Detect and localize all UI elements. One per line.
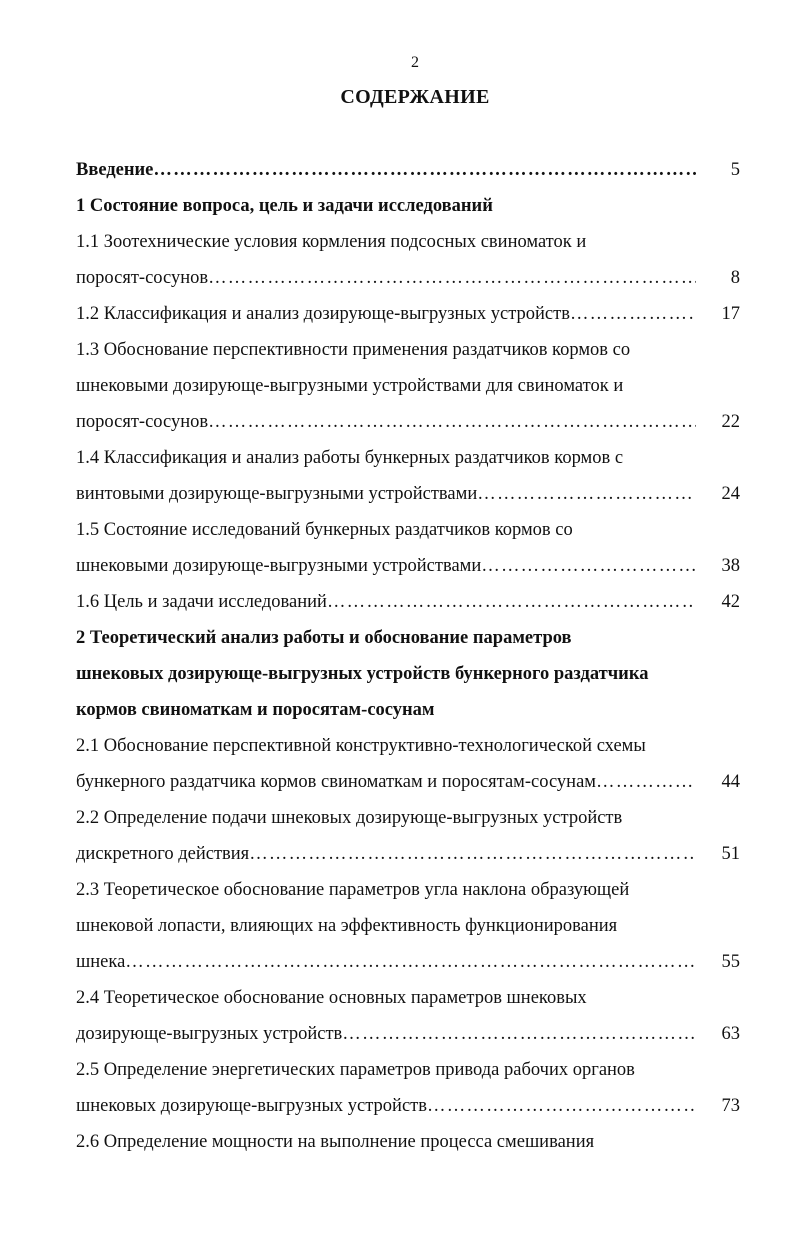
toc-entry-with-leader (76, 836, 696, 872)
toc-entry-text: 1.3 Обоснование перспективности применения раздатчиков кормов со (76, 340, 631, 360)
toc-entry-text: 2.1 Обоснование перспективной конструктивно-технологической схемы (76, 736, 646, 756)
toc-line (76, 224, 746, 260)
toc-line (76, 728, 746, 764)
toc-line (76, 800, 746, 836)
dot-leader (570, 296, 696, 332)
toc-page-number: 44 (721, 772, 740, 792)
dot-leader (427, 1088, 696, 1124)
toc-entry-text: Введение (76, 160, 154, 180)
toc-entry-with-leader (76, 764, 696, 800)
toc-line (76, 692, 746, 728)
dot-leader (125, 944, 696, 980)
toc-entry-text: 1.5 Состояние исследований бункерных раздатчиков кормов со (76, 520, 573, 540)
toc-entry-text: поросят-сосунов (76, 268, 209, 288)
toc-line (76, 908, 746, 944)
page-number: 2 (411, 54, 419, 71)
toc-entry-text: 2 Теоретический анализ работы и обоснование параметров (76, 628, 572, 648)
toc-line (76, 368, 746, 404)
toc-entry-with-leader (76, 476, 696, 512)
toc-entry-with-leader (76, 1088, 696, 1124)
toc-page-number: 8 (730, 268, 740, 288)
toc-entry-text: 2.6 Определение мощности на выполнение процесса смешивания (76, 1132, 595, 1152)
toc-line (76, 764, 746, 800)
toc-page-number: 63 (721, 1024, 740, 1044)
toc-line (76, 584, 746, 620)
toc-entry-text: шнековой лопасти, влияющих на эффективность функционирования (76, 916, 618, 936)
toc-line (76, 512, 746, 548)
toc-entry-text: 2.4 Теоретическое обоснование основных параметров шнековых (76, 988, 587, 1008)
table-of-contents (76, 152, 746, 1160)
toc-page-number: 22 (721, 412, 740, 432)
toc-line (76, 188, 746, 224)
toc-entry-text: 1.6 Цель и задачи исследований (76, 592, 327, 612)
toc-entry-text: 1.4 Классификация и анализ работы бункерных раздатчиков кормов с (76, 448, 624, 468)
toc-entry-with-leader (76, 296, 696, 332)
toc-line (76, 1052, 746, 1088)
toc-page-number: 38 (721, 556, 740, 576)
toc-entry-text: шнековых дозирующе-выгрузных устройств (76, 1096, 427, 1116)
dot-leader (153, 152, 696, 188)
toc-entry-text: шнека (76, 952, 126, 972)
toc-entry-text: бункерного раздатчика кормов свиноматкам и поросятам-сосунам (76, 772, 596, 792)
toc-line (76, 944, 746, 980)
toc-entry-with-leader (76, 548, 696, 584)
toc-entry-with-leader (76, 152, 696, 188)
toc-line (76, 1088, 746, 1124)
toc-entry-text: 1 Состояние вопроса, цель и задачи исследований (76, 196, 493, 216)
toc-entry-text: 2.3 Теоретическое обоснование параметров угла наклона образующей (76, 880, 630, 900)
toc-entry-with-leader (76, 1016, 696, 1052)
toc-line (76, 656, 746, 692)
toc-line (76, 152, 746, 188)
toc-page-number: 17 (721, 304, 740, 324)
dot-leader (327, 584, 696, 620)
toc-line (76, 1016, 746, 1052)
toc-line (76, 440, 746, 476)
toc-line (76, 476, 746, 512)
page-title: СОДЕРЖАНИЕ (340, 86, 490, 108)
toc-page-number: 51 (721, 844, 740, 864)
toc-line (76, 836, 746, 872)
toc-line (76, 980, 746, 1016)
toc-page-number: 5 (730, 160, 740, 180)
toc-line (76, 296, 746, 332)
toc-entry-text: 2.5 Определение энергетических параметров привода рабочих органов (76, 1060, 635, 1080)
toc-entry-with-leader (76, 584, 696, 620)
toc-line (76, 548, 746, 584)
toc-entry-with-leader (76, 260, 696, 296)
dot-leader (208, 404, 696, 440)
toc-entry-text: шнековыми дозирующе-выгрузными устройствами (76, 556, 482, 576)
toc-entry-with-leader (76, 404, 696, 440)
toc-entry-text: шнековых дозирующе-выгрузных устройств бункерного раздатчика (76, 664, 649, 684)
toc-page-number: 24 (721, 484, 740, 504)
toc-entry-text: поросят-сосунов (76, 412, 209, 432)
toc-entry-with-leader (76, 944, 696, 980)
toc-line (76, 620, 746, 656)
toc-entry-text: дозирующе-выгрузных устройств (76, 1024, 343, 1044)
dot-leader (342, 1016, 696, 1052)
toc-line (76, 332, 746, 368)
toc-entry-text: шнековыми дозирующе-выгрузными устройствами для свиноматок и (76, 376, 624, 396)
dot-leader (481, 548, 696, 584)
toc-line (76, 1124, 746, 1160)
dot-leader (596, 764, 696, 800)
toc-line (76, 872, 746, 908)
toc-entry-text: кормов свиноматкам и поросятам-сосунам (76, 700, 435, 720)
dot-leader (477, 476, 696, 512)
toc-entry-text: 1.2 Классификация и анализ дозирующе-выгрузных устройств (76, 304, 570, 324)
toc-entry-text: 2.2 Определение подачи шнековых дозирующе-выгрузных устройств (76, 808, 623, 828)
toc-page-number: 73 (721, 1096, 740, 1116)
toc-entry-text: винтовыми дозирующе-выгрузными устройствами (76, 484, 478, 504)
toc-entry-text: 1.1 Зоотехнические условия кормления подсосных свиноматок и (76, 232, 587, 252)
dot-leader (249, 836, 696, 872)
toc-page-number: 55 (721, 952, 740, 972)
dot-leader (208, 260, 696, 296)
toc-line (76, 260, 746, 296)
toc-page-number: 42 (721, 592, 740, 612)
toc-line (76, 404, 746, 440)
toc-entry-text: дискретного действия (76, 844, 250, 864)
